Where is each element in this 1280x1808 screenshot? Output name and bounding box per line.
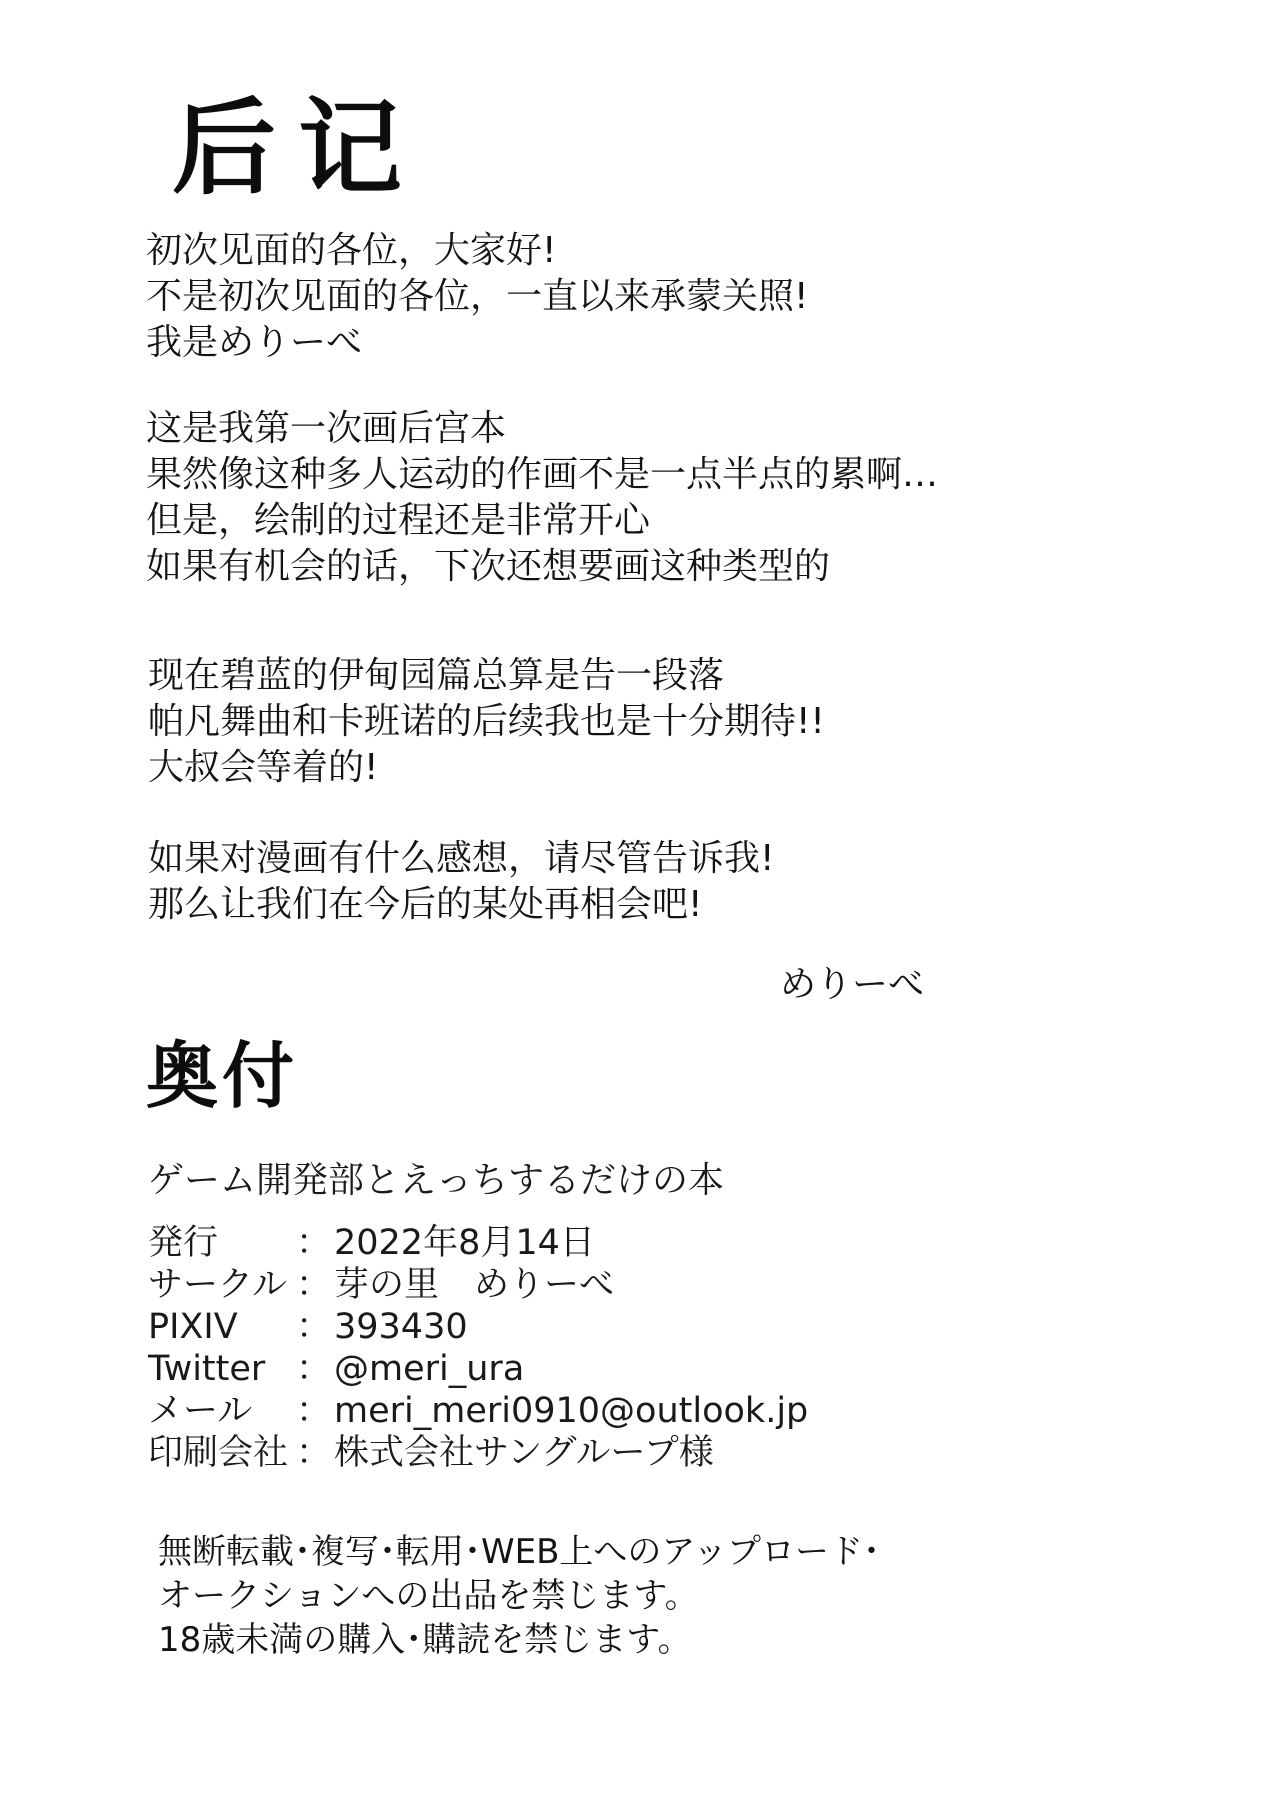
colophon-key: メール: [148, 1391, 253, 1431]
afterword-line: 那么让我们在今后的某处再相会吧!: [148, 884, 703, 925]
colophon-value: @meri_ura: [334, 1349, 525, 1389]
colophon-value: 2022年8月14日: [334, 1223, 595, 1263]
afterword-line: 这是我第一次画后宫本: [146, 408, 507, 449]
colophon-key: サークル: [148, 1265, 287, 1305]
afterword-line: 但是，绘制的过程还是非常开心: [146, 500, 651, 541]
colophon-table: [148, 1222, 1048, 1474]
afterword-paragraph: [148, 653, 825, 791]
colophon-row-pixiv: [148, 1306, 1048, 1348]
colophon-separator: ：: [296, 1391, 332, 1431]
colophon-value: 芽の里 めりーべ: [334, 1265, 615, 1305]
colophon-separator: ：: [296, 1223, 332, 1263]
colophon-separator: ：: [296, 1307, 332, 1347]
colophon-value: 393430: [334, 1307, 468, 1347]
afterword-line: 帕凡舞曲和卡班诺的后续我也是十分期待!!: [148, 701, 825, 742]
colophon-row-twitter: [148, 1348, 1048, 1390]
colophon-separator: ：: [296, 1265, 332, 1305]
afterword-line: 如果有机会的话，下次还想要画这种类型的: [146, 546, 831, 587]
afterword-line: 果然像这种多人运动的作画不是一点半点的累啊…: [146, 454, 939, 495]
colophon-row-printer: [148, 1432, 1048, 1474]
afterword-paragraph: [146, 228, 808, 366]
afterword-title: 后记: [172, 87, 425, 209]
colophon-title: 奥付: [146, 1034, 299, 1118]
colophon-row-circle: [148, 1264, 1048, 1306]
colophon-key: 発行: [148, 1223, 219, 1263]
colophon-key: 印刷会社: [148, 1433, 289, 1473]
colophon-row-email: [148, 1390, 1048, 1432]
colophon-key: PIXIV: [148, 1307, 238, 1347]
afterword-paragraph: [148, 836, 774, 928]
notice-line: 無断転載･複写･転用･WEB上へのアップロード･: [158, 1532, 881, 1572]
afterword-line: 如果对漫画有什么感想，请尽管告诉我!: [148, 838, 775, 879]
colophon-value: meri_meri0910@outlook.jp: [334, 1391, 809, 1431]
colophon-key: Twitter: [148, 1349, 266, 1389]
afterword-line: 大叔会等着的!: [148, 747, 379, 788]
afterword-line: 我是めりーべ: [146, 322, 363, 363]
afterword-line: 现在碧蓝的伊甸园篇总算是告一段落: [148, 655, 725, 696]
colophon-row-publish-date: [148, 1222, 1048, 1264]
book-title: ゲーム開発部とえっちするだけの本: [148, 1160, 725, 1201]
afterword-line: 不是初次见面的各位，一直以来承蒙关照!: [146, 276, 809, 317]
afterword-paragraph: [146, 406, 938, 590]
colophon-separator: ：: [296, 1433, 332, 1473]
afterword-line: 初次见面的各位，大家好!: [146, 230, 557, 271]
notice-line: 18歳未満の購入･購読を禁じます。: [158, 1620, 692, 1660]
afterword-signature: めりーべ: [780, 964, 925, 1005]
copyright-notice: [158, 1530, 1058, 1662]
colophon-separator: ：: [296, 1349, 332, 1389]
notice-line: オークションへの出品を禁じます。: [158, 1576, 699, 1616]
colophon-value: 株式会社サングループ様: [334, 1433, 714, 1473]
